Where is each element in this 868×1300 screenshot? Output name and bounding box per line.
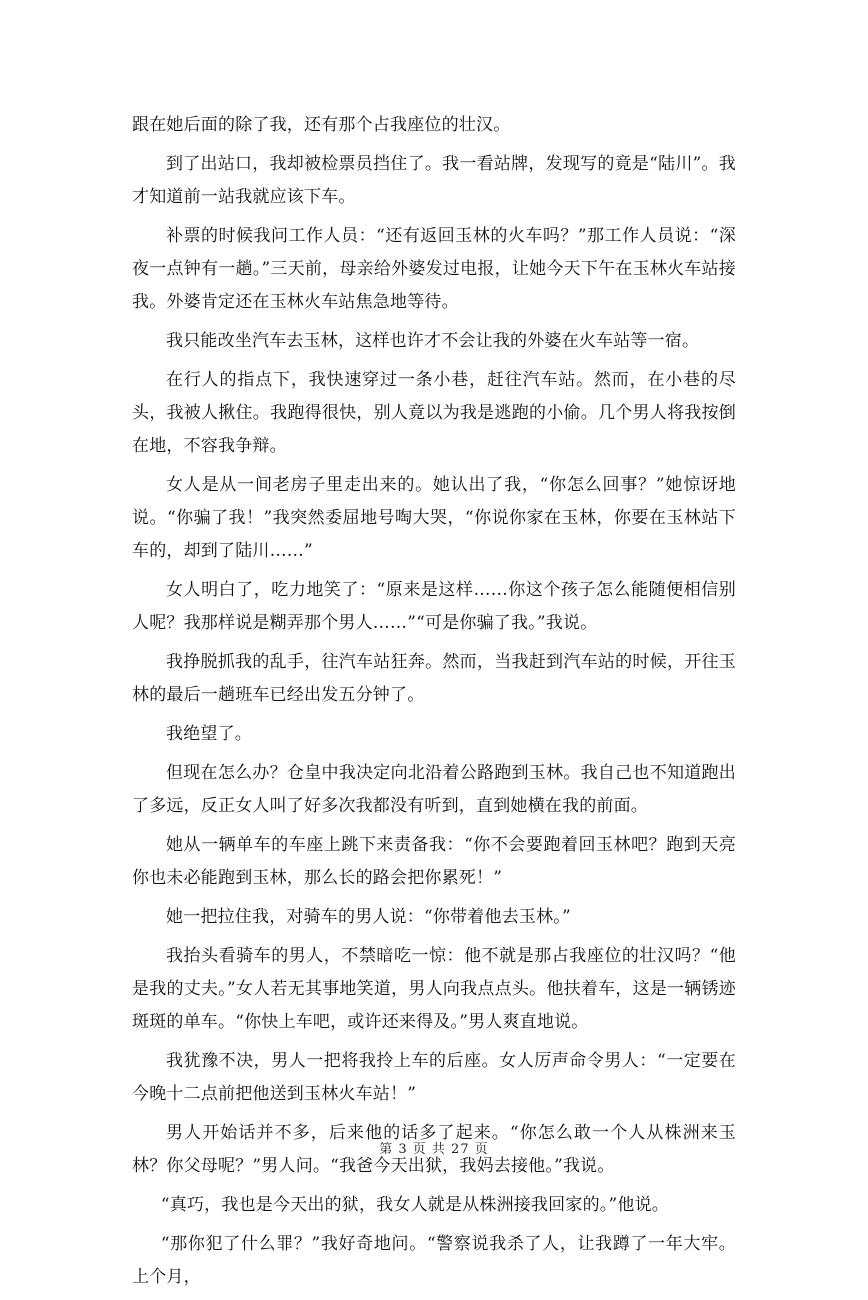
paragraph-12: 她一把拉住我，对骑车的男人说：“你带着他去玉林。”: [166, 907, 571, 927]
paragraph-6: 女人是从一间老房子里走出来的。她认出了我，“你怎么回事？”她惊讶地说。“你骗了我！”我突然委屈地号啕大哭，“你说你家在玉林，你要在玉林站下车的，却到了陆川……”: [132, 475, 736, 561]
paragraph-1: 跟在她后面的除了我，还有那个占我座位的壮汉。: [132, 115, 511, 135]
paragraph-10: 但现在怎么办？仓皇中我决定向北沿着公路跑到玉林。我自己也不知道跑出了多远，反正女人叫了好多次我都没有听到，直到她横在我的前面。: [132, 763, 736, 816]
paragraph-14: 我犹豫不决，男人一把将我拎上车的后座。女人厉声命令男人：“一定要在今晚十二点前把他送到玉林火车站！”: [132, 1051, 736, 1104]
paragraph-3: 补票的时候我问工作人员：“还有返回玉林的火车吗？”那工作人员说：“深夜一点钟有一趟。”三天前，母亲给外婆发过电报，让她今天下午在玉林火车站接我。外婆肯定还在玉林火车站焦急地等待。: [132, 226, 736, 312]
page-footer: 第 3 页 共 27 页: [379, 1142, 489, 1157]
paragraph-5: 在行人的指点下，我快速穿过一条小巷，赶往汽车站。然而，在小巷的尽头，我被人揪住。我跑得很快，别人竟以为我是逃跑的小偷。几个男人将我按倒在地，不容我争辩。: [132, 370, 736, 456]
paragraph-7: 女人明白了，吃力地笑了：“原来是这样……你这个孩子怎么能随便相信别人呢？我那样说是糊弄那个男人……”“可是你骗了我。”我说。: [132, 580, 736, 633]
paragraph-13: 我抬头看骑车的男人，不禁暗吃一惊：他不就是那占我座位的壮汉吗？“他是我的丈夫。”女人若无其事地笑道，男人向我点点头。他扶着车，这是一辆锈迹斑斑的单车。“你快上车吧，或许还来得及。”男人爽直地说。: [132, 946, 736, 1032]
paragraph-8: 我挣脱抓我的乱手，往汽车站狂奔。然而，当我赶到汽车站的时候，开往玉林的最后一趟班车已经出发五分钟了。: [132, 652, 736, 705]
paragraph-9: 我绝望了。: [166, 724, 252, 744]
paragraph-17: “那你犯了什么罪？”我好奇地问。“警察说我杀了人，让我蹲了一年大牢。上个月，: [132, 1234, 736, 1287]
article-body: [132, 109, 736, 1300]
paragraph-11: 她从一辆单车的车座上跳下来责备我：“你不会要跑着回玉林吧？跑到天亮你也未必能跑到玉林，那么长的路会把你累死！”: [132, 835, 736, 888]
paragraph-15: 男人开始话并不多，后来他的话多了起来。“你怎么敢一个人从株洲来玉林？你父母呢？”男人问。“我爸今天出狱，我妈去接他。”我说。: [132, 1123, 736, 1176]
paragraph-2: 到了出站口，我却被检票员挡住了。我一看站牌，发现写的竟是“陆川”。我才知道前一站我就应该下车。: [132, 154, 736, 207]
paragraph-16: “真巧，我也是今天出的狱，我女人就是从株洲接我回家的。”他说。: [160, 1195, 669, 1215]
paragraph-4: 我只能改坐汽车去玉林，这样也许才不会让我的外婆在火车站等一宿。: [166, 331, 700, 351]
